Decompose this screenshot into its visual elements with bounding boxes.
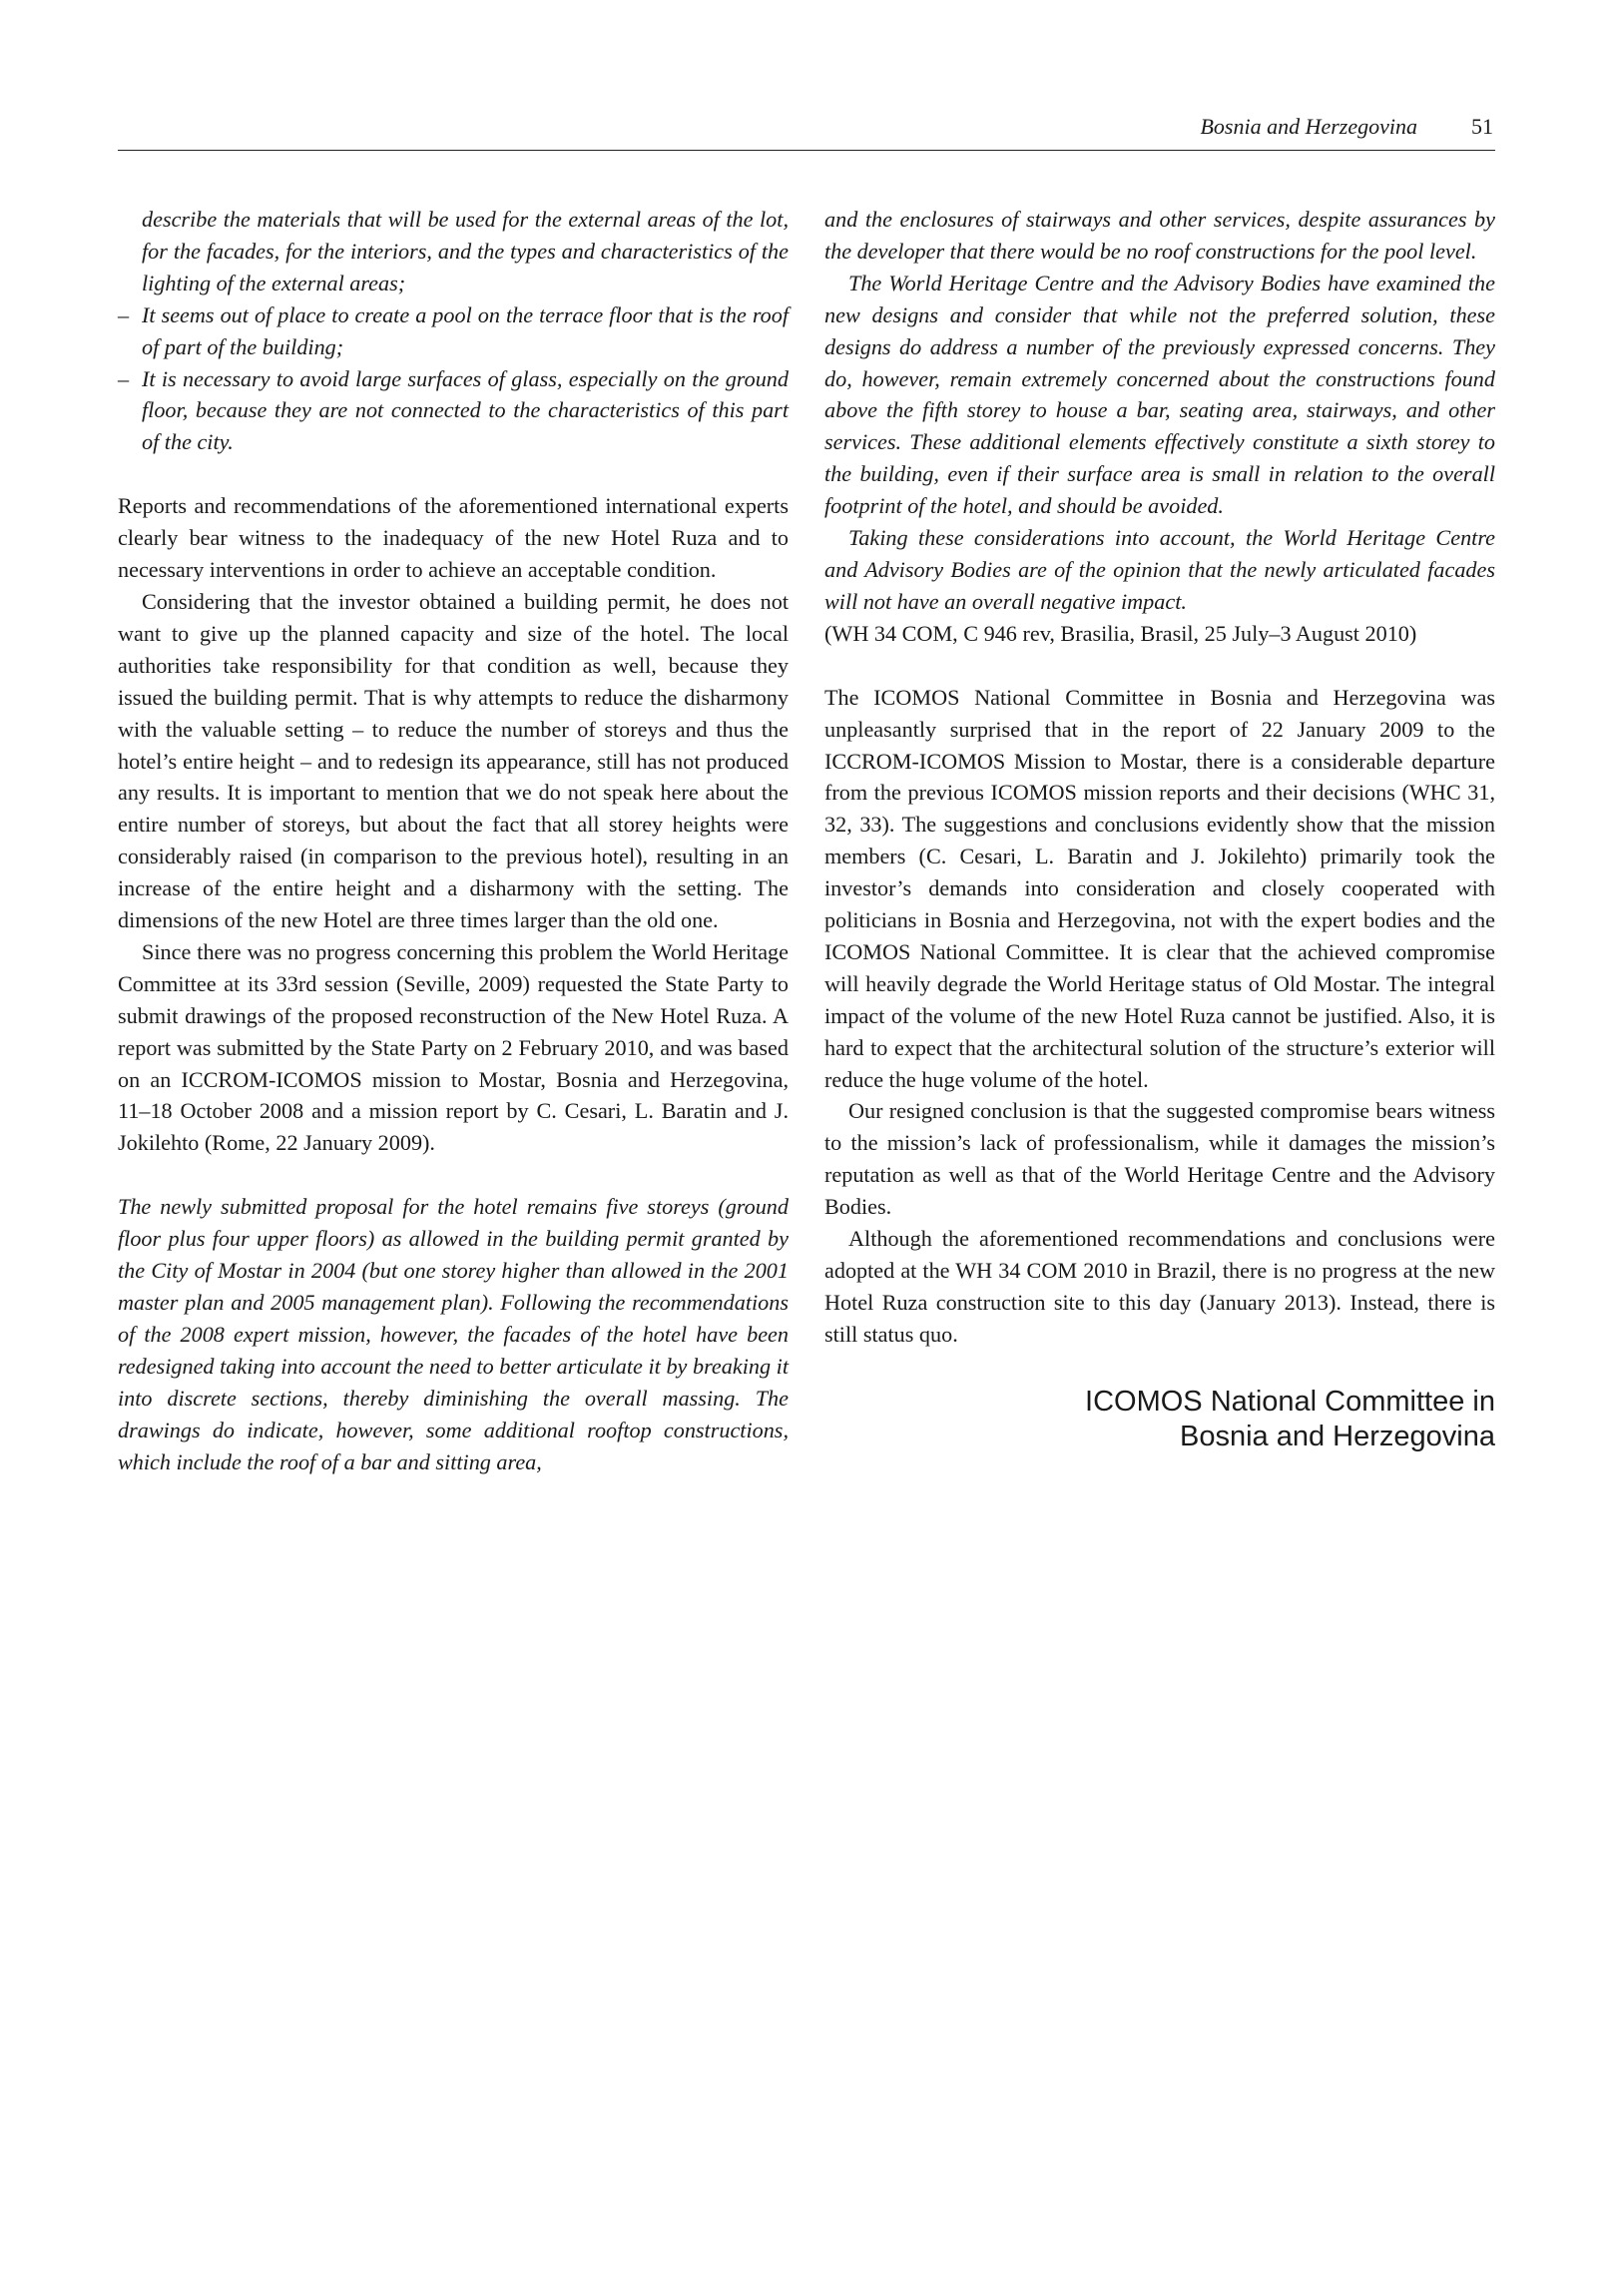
signature-line: ICOMOS National Committee in (1085, 1385, 1495, 1418)
quote-block: The newly submitted proposal for the hotel remains five storeys (ground floor plus four upper floors) as allowed in the building permit granted by the City of Mostar in 2004 (but one storey higher than allowed in the 2001 master plan and 2005 management plan). Following the recommendations of the 2008 expert mission, however, the facades of the hotel have been redesigned taking into account the need to better articulate it by breaking it into discrete sections, thereby diminishing the overall massing. The drawings do indicate, however, some additional rooftop constructions, which include the roof of a bar and sitting area, (118, 1194, 789, 1474)
list-item: – It seems out of place to create a pool on the terrace floor that is the roof of part of the building; (118, 299, 789, 363)
signature-line: Bosnia and Herzegovina (1180, 1420, 1495, 1452)
quote-block: The World Heritage Centre and the Advisory Bodies have examined the new designs and consider that while not the preferred solution, these designs do address a number of the previously expressed concerns. They do, however, remain extremely concerned about the constructions found above the fifth storey to house a bar, seating area, stairways, and other services. These additional elements effectively constitute a sixth storey to the building, even if their surface area is small in relation to the overall footprint of the hotel, and should be avoided. (824, 270, 1495, 519)
list-item: – It is necessary to avoid large surfaces of glass, especially on the ground floor, because they are not connected to the characteristics of this part of the city. (118, 363, 789, 459)
paragraph: Although the aforementioned recommendations and conclusions were adopted at the WH 34 COM 2010 in Brazil, there is no progress at the new Hotel Ruza construction site to this day (January 2013). Instead, there is still status quo. (824, 1226, 1495, 1347)
page-number: 51 (1471, 114, 1493, 139)
citation: (WH 34 COM, C 946 rev, Brasilia, Brasil, 25 July–3 August 2010) (824, 620, 1417, 646)
left-column (118, 204, 789, 1477)
paragraph: Since there was no progress concerning this problem the World Heritage Committee at its 33rd session (Seville, 2009) requested the State Party to submit drawings of the proposed reconstruction of the New Hotel Ruza. A report was submitted by the State Party on 2 February 2010, and was based on an ICCROM-ICOMOS mission to Mostar, Bosnia and Herzegovina, 11–18 October 2008 and a mission report by C. Cesari, L. Baratin and J. Jokilehto (Rome, 22 January 2009). (118, 938, 789, 1156)
bullet-list (118, 299, 789, 459)
paragraph: Considering that the investor obtained a building permit, he does not want to give up the planned capacity and size of the hotel. The local authorities take responsibility for that condition as well, because they issued the building permit. That is why attempts to reduce the disharmony with the valuable setting – to reduce the number of storeys and thus the hotel’s entire height – and to redesign its appearance, still has not produced any results. It is important to mention that we do not speak here about the entire number of storeys, but about the fact that all storey heights were considerably raised (in comparison to the previous hotel), resulting in an increase of the entire height and a disharmony with the setting. The dimensions of the new Hotel are three times larger than the old one. (118, 588, 789, 933)
paragraph: The ICOMOS National Committee in Bosnia and Herzegovina was unpleasantly surprised that in the report of 22 January 2009 to the ICCROM-ICOMOS Mission to Mostar, there is a considerable departure from the previous ICOMOS mission reports and their decisions (WHC 31, 32, 33). The suggestions and conclusions evidently show that the mission members (C. Cesari, L. Baratin and J. Jokilehto) primarily took the investor’s demands into consideration and closely cooperated with politicians in Bosnia and Herzegovina, not with the expert bodies and the ICOMOS National Committee. It is clear that the achieved compromise will heavily degrade the World Heritage status of Old Mostar. The integral impact of the volume of the new Hotel Ruza cannot be justified. Also, it is hard to expect that the architectural solution of the structure’s exterior will reduce the huge volume of the hotel. (824, 684, 1495, 1092)
signature (824, 1385, 1495, 1454)
page-header (118, 108, 1495, 151)
paragraph: Reports and recommendations of the aforementioned international experts clearly bear witness to the inadequacy of the new Hotel Ruza and to necessary interventions in order to achieve an acceptable condition. (118, 493, 789, 583)
paragraph: Our resigned conclusion is that the suggested compromise bears witness to the mission’s lack of professionalism, while it damages the mission’s reputation as well as that of the World Heritage Centre and the Advisory Bodies. (824, 1098, 1495, 1220)
quote-block: and the enclosures of stairways and other services, despite assurances by the developer that there would be no roof constructions for the pool level. (824, 207, 1495, 264)
quote-block: Taking these considerations into account, the World Heritage Centre and Advisory Bodies are of the opinion that the newly articulated facades will not have an overall negative impact. (824, 525, 1495, 614)
quote-continuation: describe the materials that will be used for the external areas of the lot, for the facades, for the interiors, and the types and characteristics of the lighting of the external areas; (142, 207, 789, 295)
running-title: Bosnia and Herzegovina (1200, 114, 1417, 139)
right-column (824, 204, 1495, 1454)
